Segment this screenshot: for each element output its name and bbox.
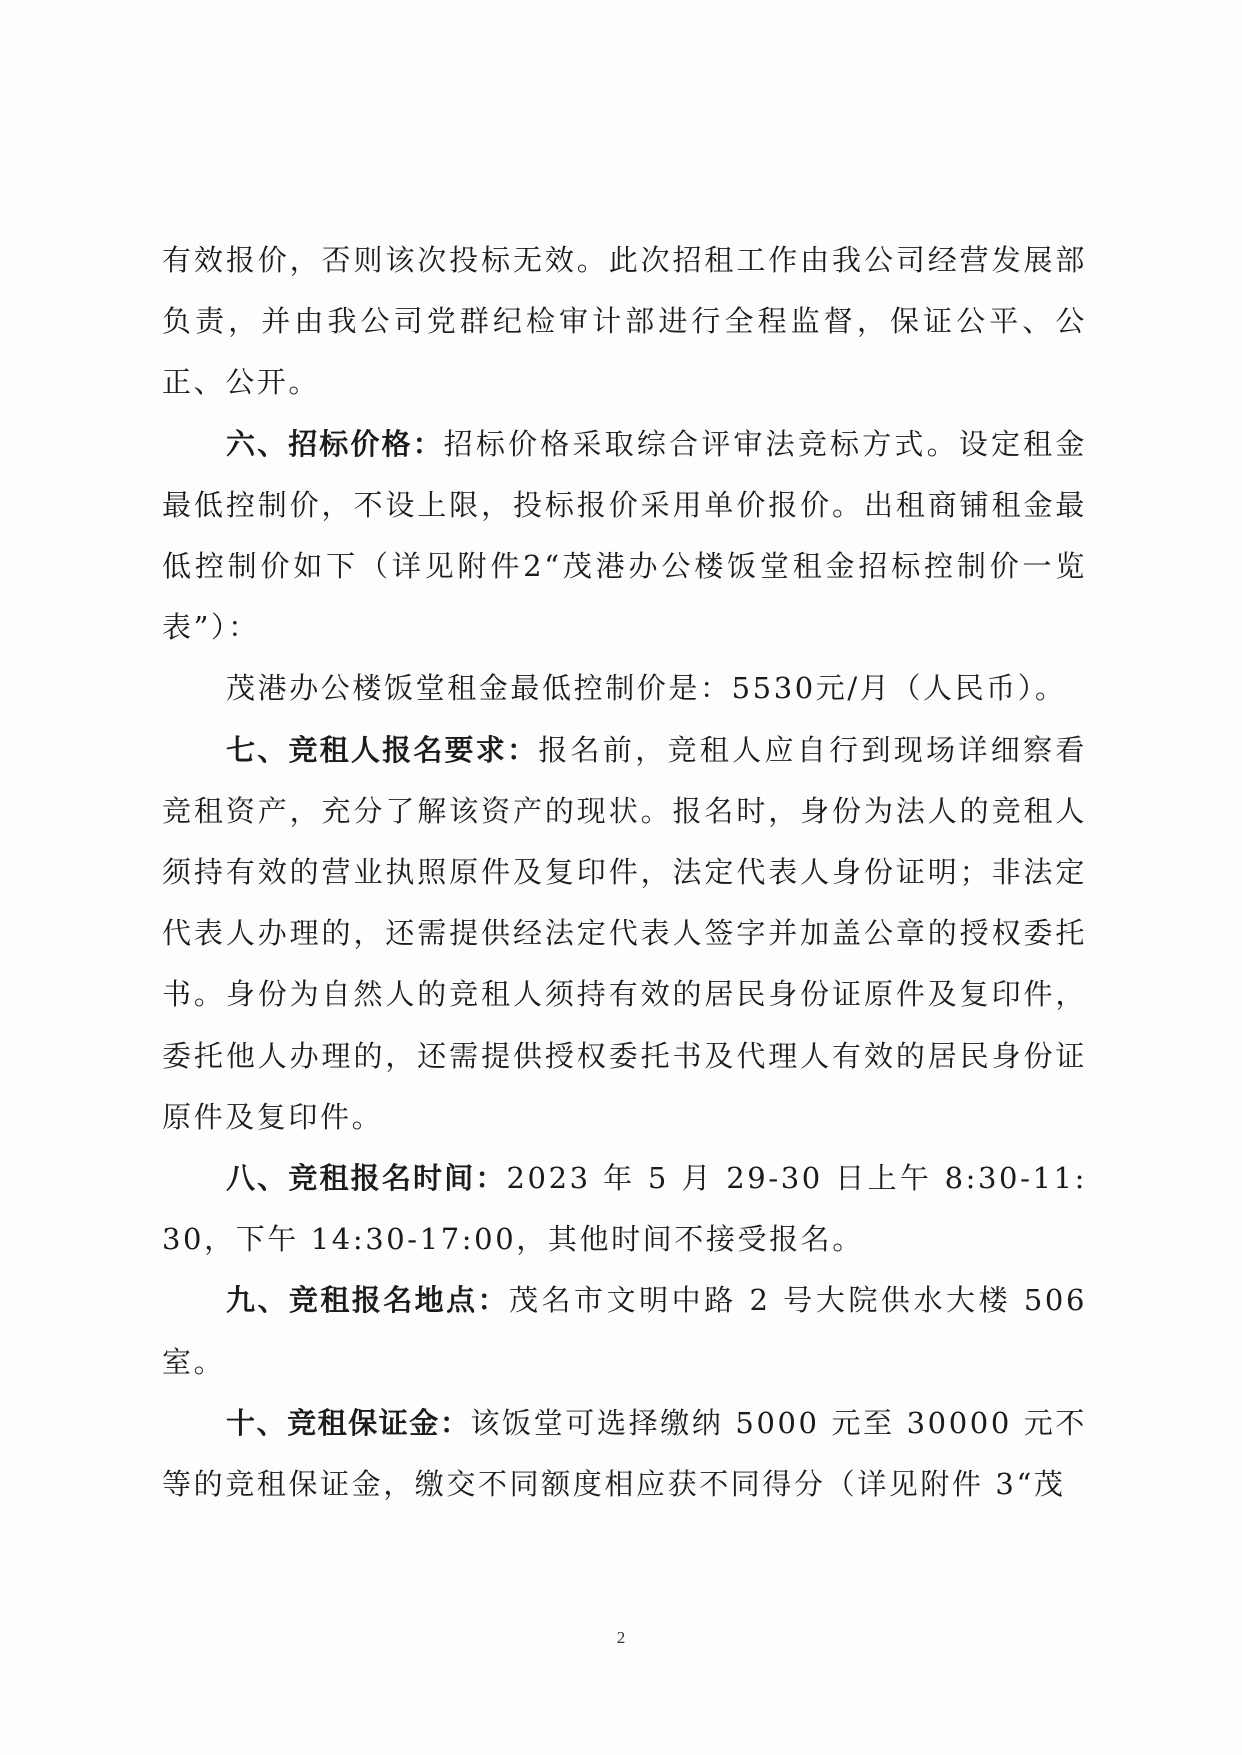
section-bid-price <box>162 414 1087 659</box>
section-heading: 十、竞租保证金： <box>226 1405 471 1440</box>
page-number: 2 <box>616 1628 626 1647</box>
section-text: 该饭堂可选择缴纳 5000 元至 30000 元不等的竞租保证金，缴交不同额度相应获不同得分（详见附件 3“茂 <box>162 1405 1087 1502</box>
section-heading: 七、竞租人报名要求： <box>226 732 539 767</box>
section-text: 招标价格采取综合评审法竞标方式。设定租金最低控制价，不设上限，投标报价采用单价报价。出租商铺租金最低控制价如下（详见附件2“茂港办公楼饭堂租金招标控制价一览表”）： <box>162 426 1087 645</box>
section-text: 2023 年 5 月 29-30 日上午 8:30-11:30，下午 14:30-17:00，其他时间不接受报名。 <box>162 1161 1087 1257</box>
section-registration-location <box>162 1270 1087 1392</box>
section-registration-requirements <box>162 720 1087 1148</box>
section-heading: 六、招标价格： <box>226 426 444 461</box>
section-text: 报名前，竞租人应自行到现场详细察看竞租资产，充分了解该资产的现状。报名时，身份为法人的竞租人须持有效的营业执照原件及复印件，法定代表人身份证明；非法定代表人办理的，还需提供经法定代表人签字并加盖公章的授权委托书。身份为自然人的竞租人须持有效的居民身份证原件及复印件，委托他人办理的，还需提供授权委托书及代理人有效的居民身份证原件及复印件。 <box>162 732 1087 1134</box>
section-heading: 八、竞租报名时间： <box>226 1161 507 1196</box>
paragraph-text: 有效报价，否则该次投标无效。此次招租工作由我公司经营发展部负责，并由我公司党群纪检审计部进行全程监督，保证公平、公正、公开。 <box>162 243 1087 400</box>
section-registration-time <box>162 1148 1087 1270</box>
paragraph-bid-validity <box>162 230 1087 414</box>
document-body <box>162 230 1087 1515</box>
section-deposit <box>162 1393 1087 1515</box>
section-text: 茂名市文明中路 2 号大院供水大楼 506 室。 <box>162 1283 1087 1379</box>
paragraph-minimum-price <box>162 658 1087 719</box>
paragraph-text: 茂港办公楼饭堂租金最低控制价是：5530元/月（人民币）。 <box>226 671 1067 706</box>
section-heading: 九、竞租报名地点： <box>226 1283 509 1318</box>
